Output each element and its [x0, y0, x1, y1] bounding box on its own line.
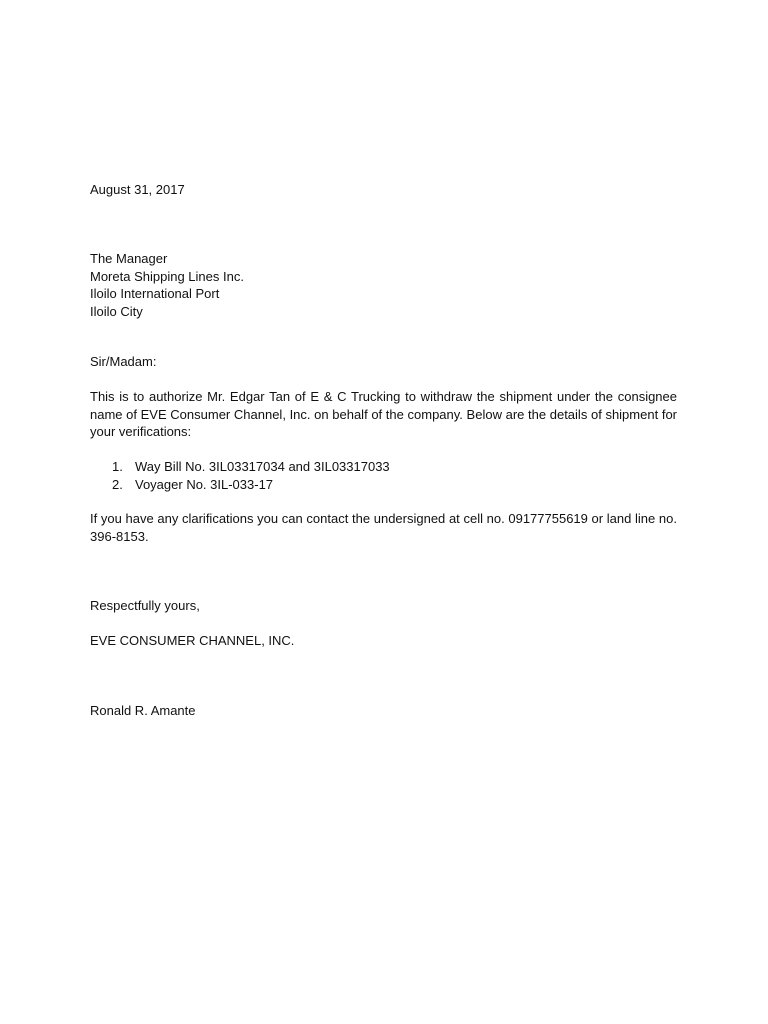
list-item-text: Way Bill No. 3IL03317034 and 3IL03317033	[135, 459, 390, 474]
list-item-text: Voyager No. 3IL-033-17	[135, 476, 274, 492]
shipment-details-list	[90, 458, 390, 493]
recipient-title: The Manager	[90, 251, 168, 266]
company-name: EVE CONSUMER CHANNEL, INC.	[90, 633, 295, 648]
list-item-number: 1.	[112, 459, 123, 474]
salutation: Sir/Madam:	[90, 354, 157, 369]
contact-paragraph: If you have any clarifications you can contact the undersigned at cell no. 09177755619 or land line no. 396-8153.	[90, 511, 677, 544]
authorization-paragraph: This is to authorize Mr. Edgar Tan of E & C Trucking to withdraw the shipment under the consignee name of EVE Consumer Channel, Inc. on behalf of the company. Below are the details of shipment for your verifications:	[90, 389, 677, 439]
closing-line: Respectfully yours,	[90, 598, 200, 613]
recipient-address	[90, 250, 677, 320]
list-item	[90, 476, 390, 494]
recipient-city: Iloilo City	[90, 303, 143, 319]
list-item	[90, 458, 390, 476]
recipient-location: Iloilo International Port	[90, 286, 220, 301]
list-item-number: 2.	[112, 476, 123, 492]
signer-name: Ronald R. Amante	[90, 703, 196, 718]
recipient-company: Moreta Shipping Lines Inc.	[90, 268, 244, 284]
letter-date: August 31, 2017	[90, 182, 185, 197]
